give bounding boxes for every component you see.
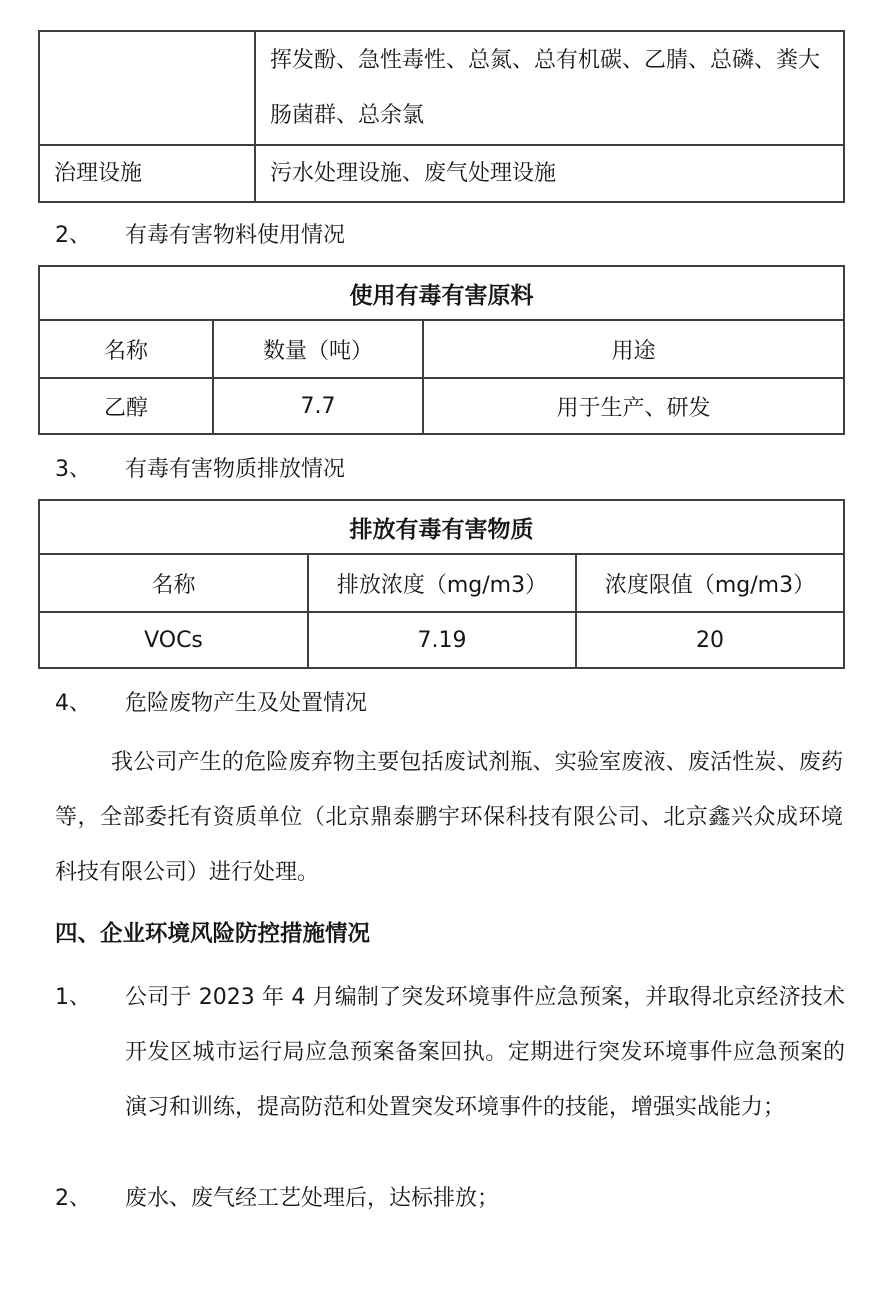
table2-cell-usage: 用于生产、研发 — [423, 378, 844, 434]
table-title-row — [39, 500, 844, 554]
list-item-1 — [55, 970, 845, 1135]
section-2-heading — [55, 213, 881, 259]
table2-header-name: 名称 — [39, 320, 213, 378]
section-4-title: 危险废物产生及处置情况 — [125, 691, 368, 716]
list-item-2-number: 2、 — [55, 1186, 91, 1211]
section-3-title: 有毒有害物质排放情况 — [125, 457, 346, 482]
hazardous-waste-paragraph: 我公司产生的危险废弃物主要包括废试剂瓶、实验室废液、废活性炭、废药等，全部委托有资质单位（北京鼎泰鹏宇环保科技有限公司、北京鑫兴众成环境科技有限公司）进行处理。 — [55, 750, 843, 885]
table-header-row — [39, 554, 844, 612]
table3-cell-emission-concentration: 7.19 — [308, 612, 576, 668]
table-header-row — [39, 320, 844, 378]
table-row — [39, 145, 844, 202]
table-row — [39, 612, 844, 668]
section-2-number: 2、 — [55, 223, 91, 248]
table2-cell-quantity: 7.7 — [213, 378, 423, 434]
table3-cell-concentration-limit: 20 — [576, 612, 844, 668]
list-item-1-number: 1、 — [55, 985, 91, 1010]
table1-row2-value-cell: 污水处理设施、废气处理设施 — [255, 145, 844, 202]
list-item-2-text: 废水、废气经工艺处理后，达标排放； — [125, 1186, 500, 1211]
section-4-heading — [55, 681, 881, 727]
table2-cell-name: 乙醇 — [39, 378, 213, 434]
pollutant-treatment-table — [38, 30, 845, 203]
section-3-heading — [55, 447, 881, 493]
table-row — [39, 31, 844, 145]
table3-title: 排放有毒有害物质 — [39, 500, 844, 554]
table-row — [39, 378, 844, 434]
table3-header-emission-concentration: 排放浓度（mg/m3） — [308, 554, 576, 612]
table3-header-name: 名称 — [39, 554, 308, 612]
toxic-material-usage-table — [38, 265, 845, 435]
table3-cell-name: VOCs — [39, 612, 308, 668]
table3-header-concentration-limit: 浓度限值（mg/m3） — [576, 554, 844, 612]
table1-row1-value-cell: 挥发酚、急性毒性、总氮、总有机碳、乙腈、总磷、粪大肠菌群、总余氯 — [255, 31, 844, 145]
section-4-number: 4、 — [55, 691, 91, 716]
section-2-title: 有毒有害物料使用情况 — [125, 223, 346, 248]
chapter-four-heading: 四、企业环境风险防控措施情况 — [55, 921, 371, 947]
table2-title: 使用有毒有害原料 — [39, 266, 844, 320]
table2-header-quantity: 数量（吨） — [213, 320, 423, 378]
table1-row1-label-cell — [39, 31, 255, 145]
table1-row2-label-cell: 治理设施 — [39, 145, 255, 202]
table2-header-usage: 用途 — [423, 320, 844, 378]
list-item-1-text: 公司于 2023 年 4 月编制了突发环境事件应急预案，并取得北京经济技术开发区城市运行局应急预案备案回执。定期进行突发环境事件应急预案的演习和训练，提高防范和处置突发环境事件的技能，增强实战能力； — [125, 985, 845, 1120]
table-title-row — [39, 266, 844, 320]
list-item-2 — [55, 1171, 845, 1226]
toxic-substance-emission-table — [38, 499, 845, 669]
section-3-number: 3、 — [55, 457, 91, 482]
